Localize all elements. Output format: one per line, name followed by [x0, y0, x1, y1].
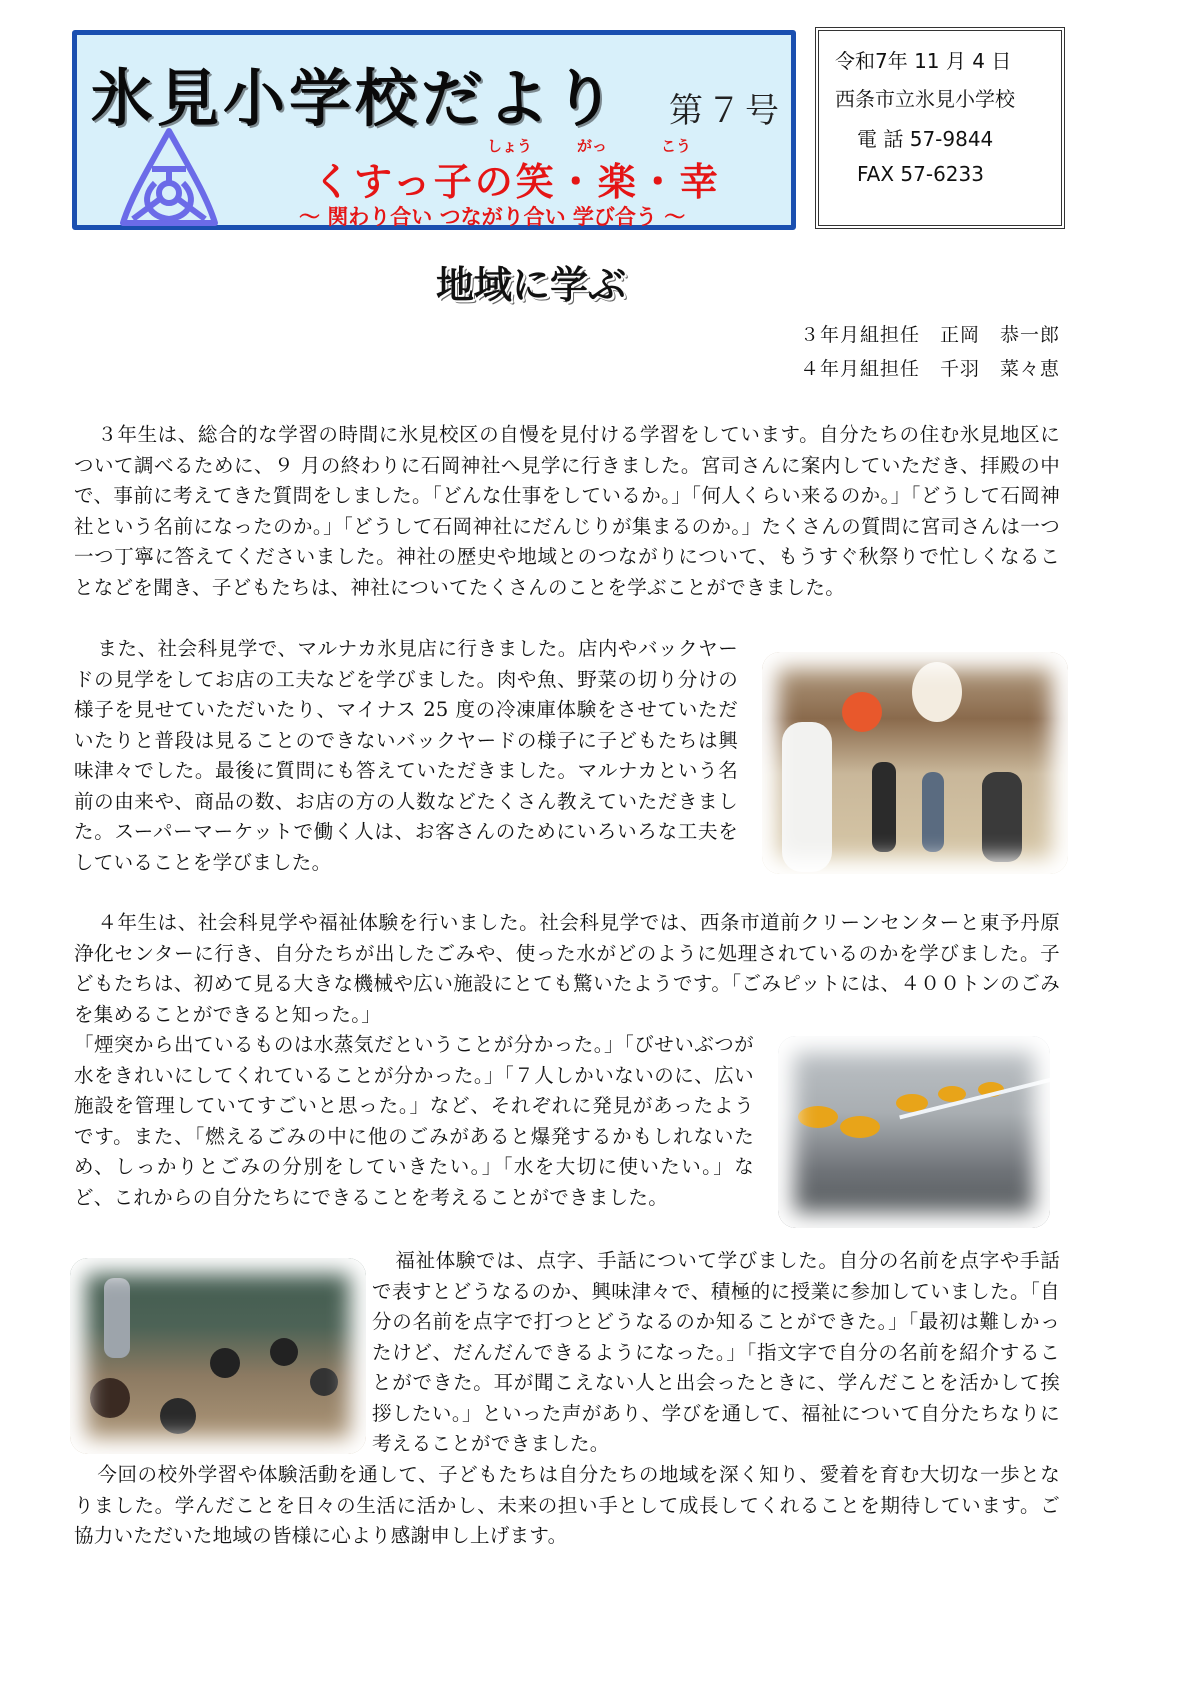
paragraph-shrine-visit: ３年生は、総合的な学習の時間に氷見校区の自慢を見付ける学習をしています。自分たちの住む氷見地区について調べるために、９ 月の終わりに石岡神社へ見学に行きました。宮司さんに案内していただき、拝殿の中で、事前に考えてきた質問をしました。「どんな仕事をしているか。」「何人くらい来るのか。」「どうして石岡神社という名前になったのか。」「どうして石岡神社にだんじりが集まるのか。」たくさんの質問に宮司さんは一つ一つ丁寧に答えてくださいました。神社の歴史や地域とのつながりについて、もうすぐ秋祭りで忙しくなることなどを聞き、子どもたちは、神社についてたくさんのことを学ぶことができました。 [74, 423, 1060, 599]
byline-grade3: ３年月組担任 正岡 恭一郎 [799, 324, 1060, 346]
motto-text: くすっ子の笑・楽・幸 [313, 160, 721, 204]
phone-number: 電 話 57-9844 [857, 127, 994, 151]
welfare-class-photo [70, 1258, 366, 1454]
furigana-ga: がっ [577, 137, 608, 155]
paragraph-conclusion: 今回の校外学習や体験活動を通して、子どもたちは自分たちの地域を深く知り、愛着を育む大切な一歩となりました。学んだことを日々の生活に活かし、未来の担い手として成長してくれることを期待しています。ご協力いただいた地域の皆様に心より感謝申し上げます。 [74, 1463, 1060, 1547]
paragraph-grade4-findings: 「煙突から出ているものは水蒸気だということが分かった。」「びせいぶつが水をきれいにしてくれていることが分かった。」「７人しかいないのに、広い施設を管理していてすごいと思った。」など、それぞれに発見があったようです。また、「燃えるごみの中に他のごみがあると爆発するかもしれないため、しっかりとごみの分別をしていきたい。」「水を大切に使いたい。」など、これからの自分たちにできることを考えることができました。 [74, 1033, 754, 1209]
issue-number: 第７号 [669, 91, 783, 131]
issue-date: 令和7年 11 月 4 日 [835, 49, 1012, 73]
paragraph-welfare: 福祉体験では、点字、手話について学びました。自分の名前を点字や手話で表すとどうなるのか、興味津々で、積極的に授業に参加していました。「自分の名前を点字で打つとどうなるのか知ることができた。」「最初は難しかったけど、だんだんできるようになった。」「指文字で自分の名前を紹介することができた。耳が聞こえない人と出会ったときに、学んだことを活かして挨拶したい。」といった声があり、学びを通して、福祉について自分たちなりに考えることができました。 [372, 1249, 1061, 1455]
article-headline: 地域に学ぶ [436, 263, 627, 307]
newsletter-masthead [72, 30, 796, 230]
furigana-ko: こう [661, 137, 692, 155]
school-info-box [818, 30, 1062, 226]
fax-number: FAX 57-6233 [857, 162, 984, 186]
shrine-visit-photo [762, 652, 1068, 874]
newsletter-title: 氷見小学校だより [91, 62, 620, 135]
paragraph-supermarket: また、社会科見学で、マルナカ氷見店に行きました。店内やバックヤードの見学をしてお店の工夫などを学びました。肉や魚、野菜の切り分けの様子を見せていただいたり、マイナス 25 度の冷凍庫体験をさせていただいたりと普段は見ることのできないバックヤードの様子に子どもたちは興味津々でした。最後に質問にも答えていただきました。マルナカという名前の由来や、商品の数、お店の方の人数などたくさん教えていただきました。スーパーマーケットで働く人は、お客さんのためにいろいろな工夫をしていることを学びました。 [74, 637, 738, 874]
school-emblem-icon [119, 127, 219, 227]
byline-grade4: ４年月組担任 千羽 菜々恵 [799, 358, 1060, 380]
clean-center-photo [778, 1036, 1050, 1228]
furigana-sho: しょう [487, 137, 533, 155]
paragraph-grade4-intro: ４年生は、社会科見学や福祉体験を行いました。社会科見学では、西条市道前クリーンセンターと東予丹原浄化センターに行き、自分たちが出したごみや、使った水がどのように処理されているのかを学びました。子どもたちは、初めて見る大きな機械や広い施設にとても驚いたようです。「ごみピットには、４００トンのごみを集めることができると知った。」 [74, 911, 1060, 1026]
motto-subtitle: ～ 関わり合い つながり合い 学び合う ～ [299, 205, 686, 229]
school-name: 西条市立氷見小学校 [835, 87, 1015, 111]
